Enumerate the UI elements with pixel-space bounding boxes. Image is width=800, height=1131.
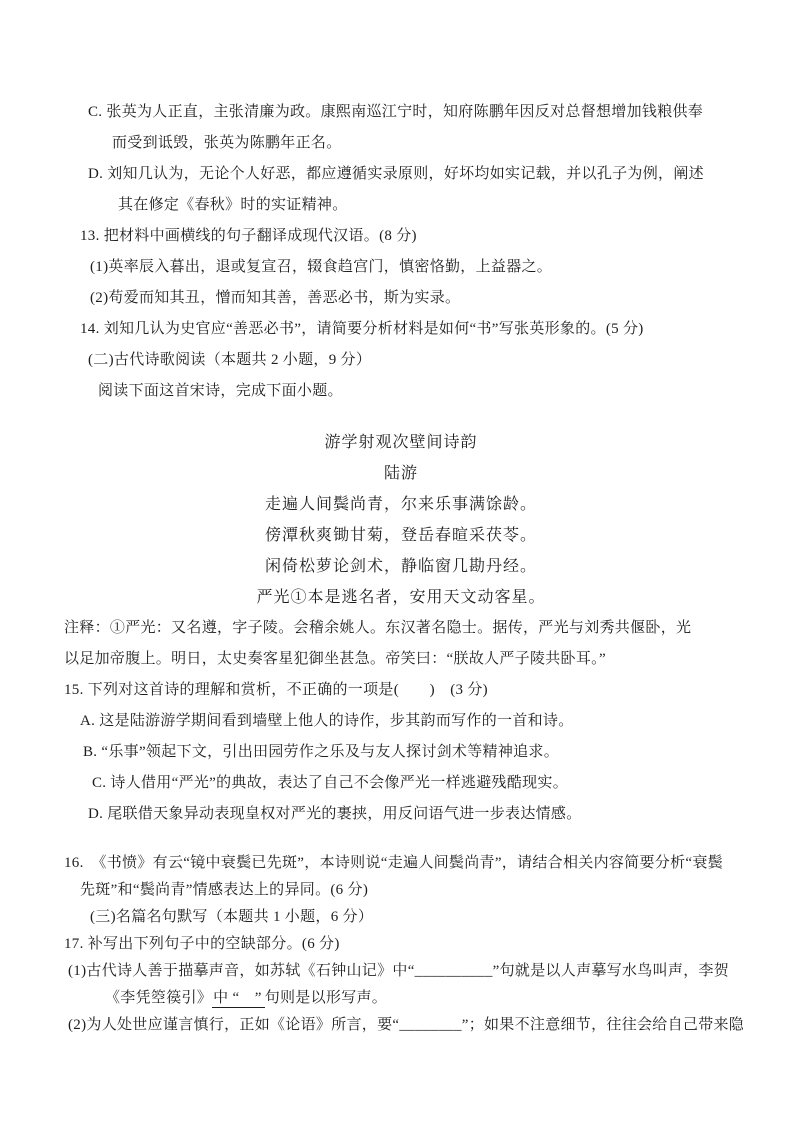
poem-author: 陆游	[383, 465, 418, 482]
poem-line-2: 傍潭秋爽锄甘菊，登岳春暄采茯苓。	[264, 527, 537, 544]
q12-option-c-line2: 而受到诋毁，张英为陈鹏年正名。	[112, 135, 342, 151]
section-3-heading: (三)名篇名句默写（本题共 1 小题，6 分）	[90, 909, 374, 925]
poem-note-line2: 以足加帝腹上。明日，太史奏客星犯御坐甚急。帝笑曰：“朕故人严子陵共卧耳。”	[64, 651, 606, 667]
poem-line-4: 严光①本是逃名者，安用天文动客星。	[256, 589, 546, 606]
q17-part1-line2-pre: 《李凭箜篌引》	[105, 990, 213, 1006]
q17-stem: 17. 补写出下列句子中的空缺部分。(6 分)	[64, 936, 340, 952]
q12-option-d-line2: 其在修定《春秋》时的实证精神。	[118, 197, 348, 213]
q17-part1-line2-blank: 中 “ ”	[212, 990, 265, 1008]
q13-part2: (2)苟爱而知其丑，憎而知其善，善恶必书，斯为实录。	[90, 290, 461, 306]
poem-title: 游学射观次壁间诗韵	[324, 434, 478, 451]
section-2-heading: (二)古代诗歌阅读（本题共 2 小题，9 分）	[88, 352, 372, 368]
poetry-intro: 阅读下面这首宋诗，完成下面小题。	[98, 383, 343, 399]
q17-part2: (2)为人处世应谨言慎行，正如《论语》所言，要“________”；如果不注意细节，往往会给自己带来隐	[68, 1017, 745, 1033]
poem-note-line1: 注释：①严光：又名遵，字子陵。会稽余姚人。东汉著名隐士。据传，严光与刘秀共偃卧，光	[64, 620, 692, 636]
q15-option-c: C. 诗人借用“严光”的典故，表达了自己不会像严光一样逃避残酷现实。	[92, 775, 569, 791]
q15-option-d: D. 尾联借天象异动表现皇权对严光的裹挟，用反问语气进一步表达情感。	[88, 806, 582, 822]
q13-part1: (1)英率辰入暮出，退或复宣召，辍食趋宫门，慎密恪勤，上益器之。	[90, 259, 553, 275]
q16-stem-line2: 先斑”和“鬓尚青”情感表达上的异同。(6 分)	[80, 882, 369, 898]
q17-part1-line2-post: 句则是以形写声。	[264, 990, 388, 1006]
q15-stem: 15. 下列对这首诗的理解和赏析，不正确的一项是( ) (3 分)	[64, 682, 488, 698]
q13-stem: 13. 把材料中画横线的句子翻译成现代汉语。(8 分)	[80, 228, 417, 244]
q12-option-d-line1: D. 刘知几认为，无论个人好恶，都应遵循实录原则，好坏均如实记载，并以孔子为例，阐述	[88, 166, 704, 182]
q12-option-c-line1: C. 张英为人正直，主张清廉为政。康熙南巡江宁时，知府陈鹏年因反对总督想增加钱粮供奉	[88, 104, 704, 120]
q16-stem-line1: 16. 《书愤》有云“镜中衰鬓已先斑”，本诗则说“走遍人间鬓尚青”，请结合相关内容简要分析“衰鬓	[64, 855, 723, 871]
q17-part1-line1: (1)古代诗人善于描摹声音，如苏轼《石钟山记》中“__________”句就是以人声摹写水鸟叫声，李贺	[68, 963, 730, 979]
q17-part1-line2	[64, 985, 738, 1012]
poem-line-1: 走遍人间鬓尚青，尔来乐事满馀龄。	[264, 496, 537, 513]
q14-stem: 14. 刘知几认为史官应“善恶必书”，请简要分析材料是如何“书”写张英形象的。(5 分)	[80, 321, 644, 337]
q15-option-a: A. 这是陆游游学期间看到墙壁上他人的诗作，步其韵而写作的一首和诗。	[80, 713, 574, 729]
q15-option-b: B. “乐事”领起下文，引出田园劳作之乐及与友人探讨剑术等精神追求。	[83, 744, 560, 760]
poem-line-3: 闲倚松萝论剑术，静临窗几勘丹经。	[264, 558, 537, 575]
